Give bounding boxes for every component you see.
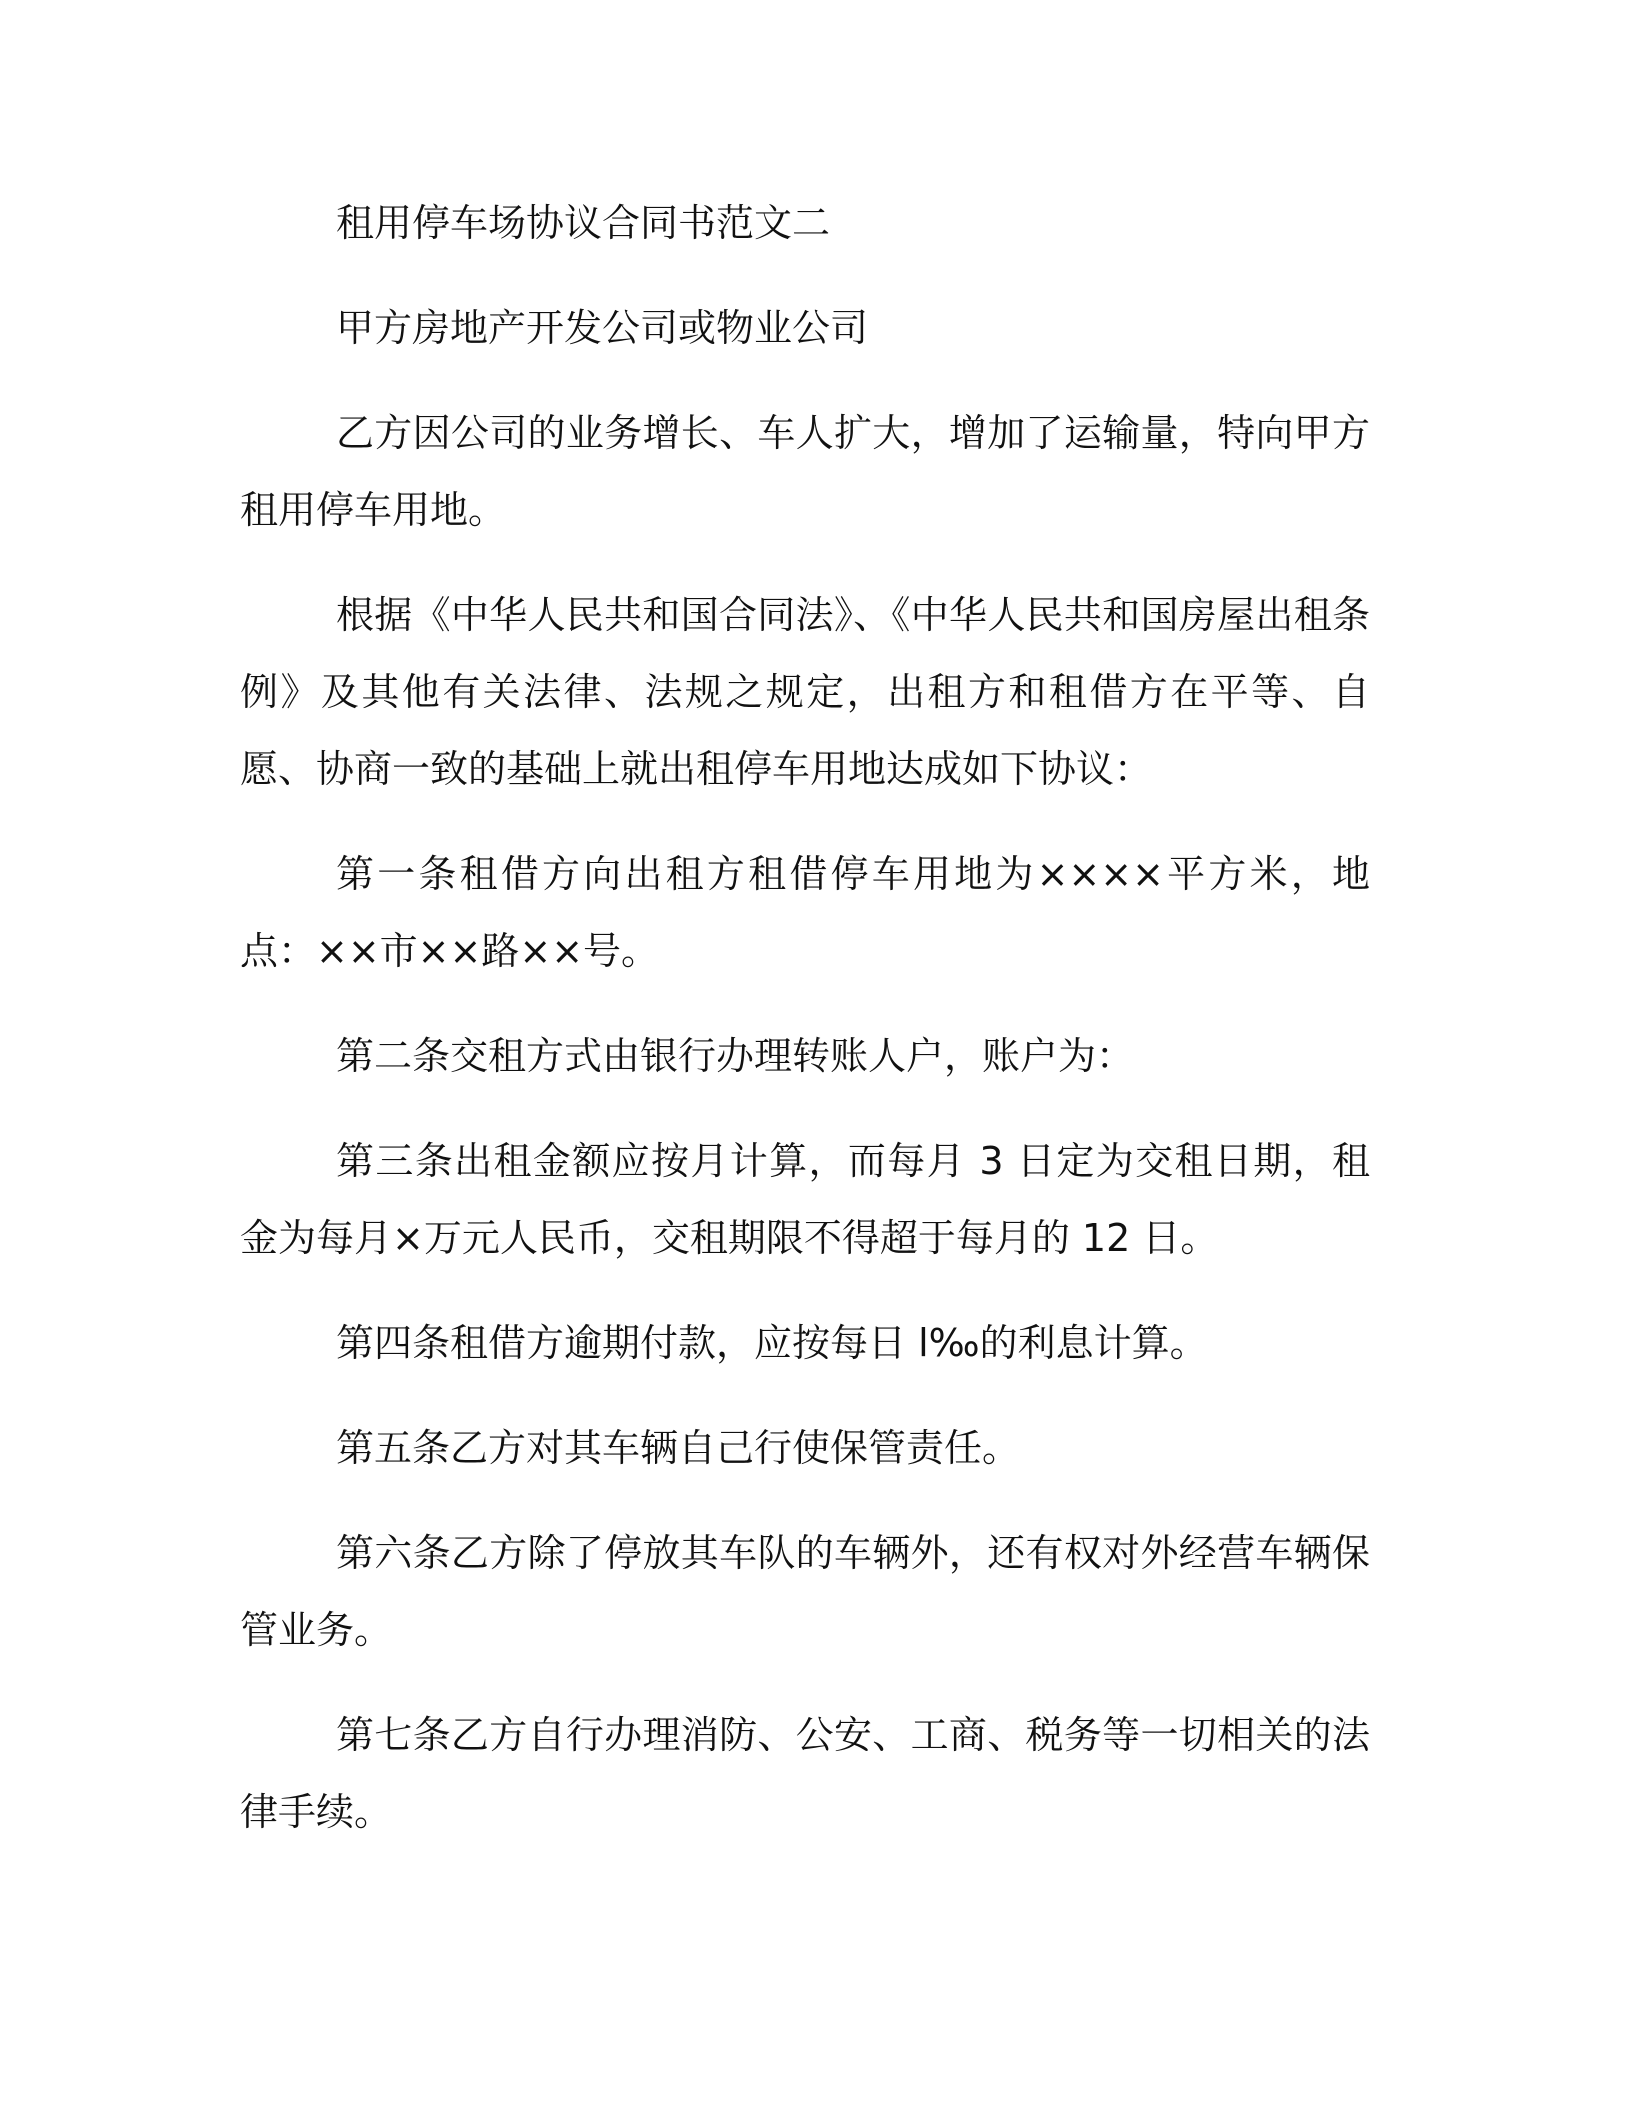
article-4: 第四条租借方逾期付款，应按每日 l‰的利息计算。 (336, 1321, 1208, 1365)
party-b-paragraph: 乙方因公司的业务增长、车人扩大，增加了运输量，特向甲方租用停车用地。 (240, 411, 1370, 532)
article-3: 第三条出租金额应按月计算，而每月 3 日定为交租日期，租金为每月×万元人民币，交租期限不得超于每月的 12 日。 (240, 1139, 1370, 1260)
document-title: 租用停车场协议合同书范文二 (336, 201, 831, 245)
article-6: 第六条乙方除了停放其车队的车辆外，还有权对外经营车辆保管业务。 (240, 1531, 1370, 1652)
article-2: 第二条交租方式由银行办理转账人户，账户为： (336, 1034, 1135, 1078)
document-body (240, 185, 1370, 1879)
article-7: 第七条乙方自行办理消防、公安、工商、税务等一切相关的法律手续。 (240, 1713, 1370, 1834)
party-a-line: 甲方房地产开发公司或物业公司 (336, 306, 869, 350)
preamble-paragraph: 根据《中华人民共和国合同法》、《中华人民共和国房屋出租条例》及其他有关法律、法规之规定，出租方和租借方在平等、自愿、协商一致的基础上就出租停车用地达成如下协议： (240, 593, 1370, 791)
article-5: 第五条乙方对其车辆自己行使保管责任。 (336, 1426, 1021, 1470)
article-1: 第一条租借方向出租方租借停车用地为××××平方米，地点：××市××路××号。 (240, 852, 1370, 973)
